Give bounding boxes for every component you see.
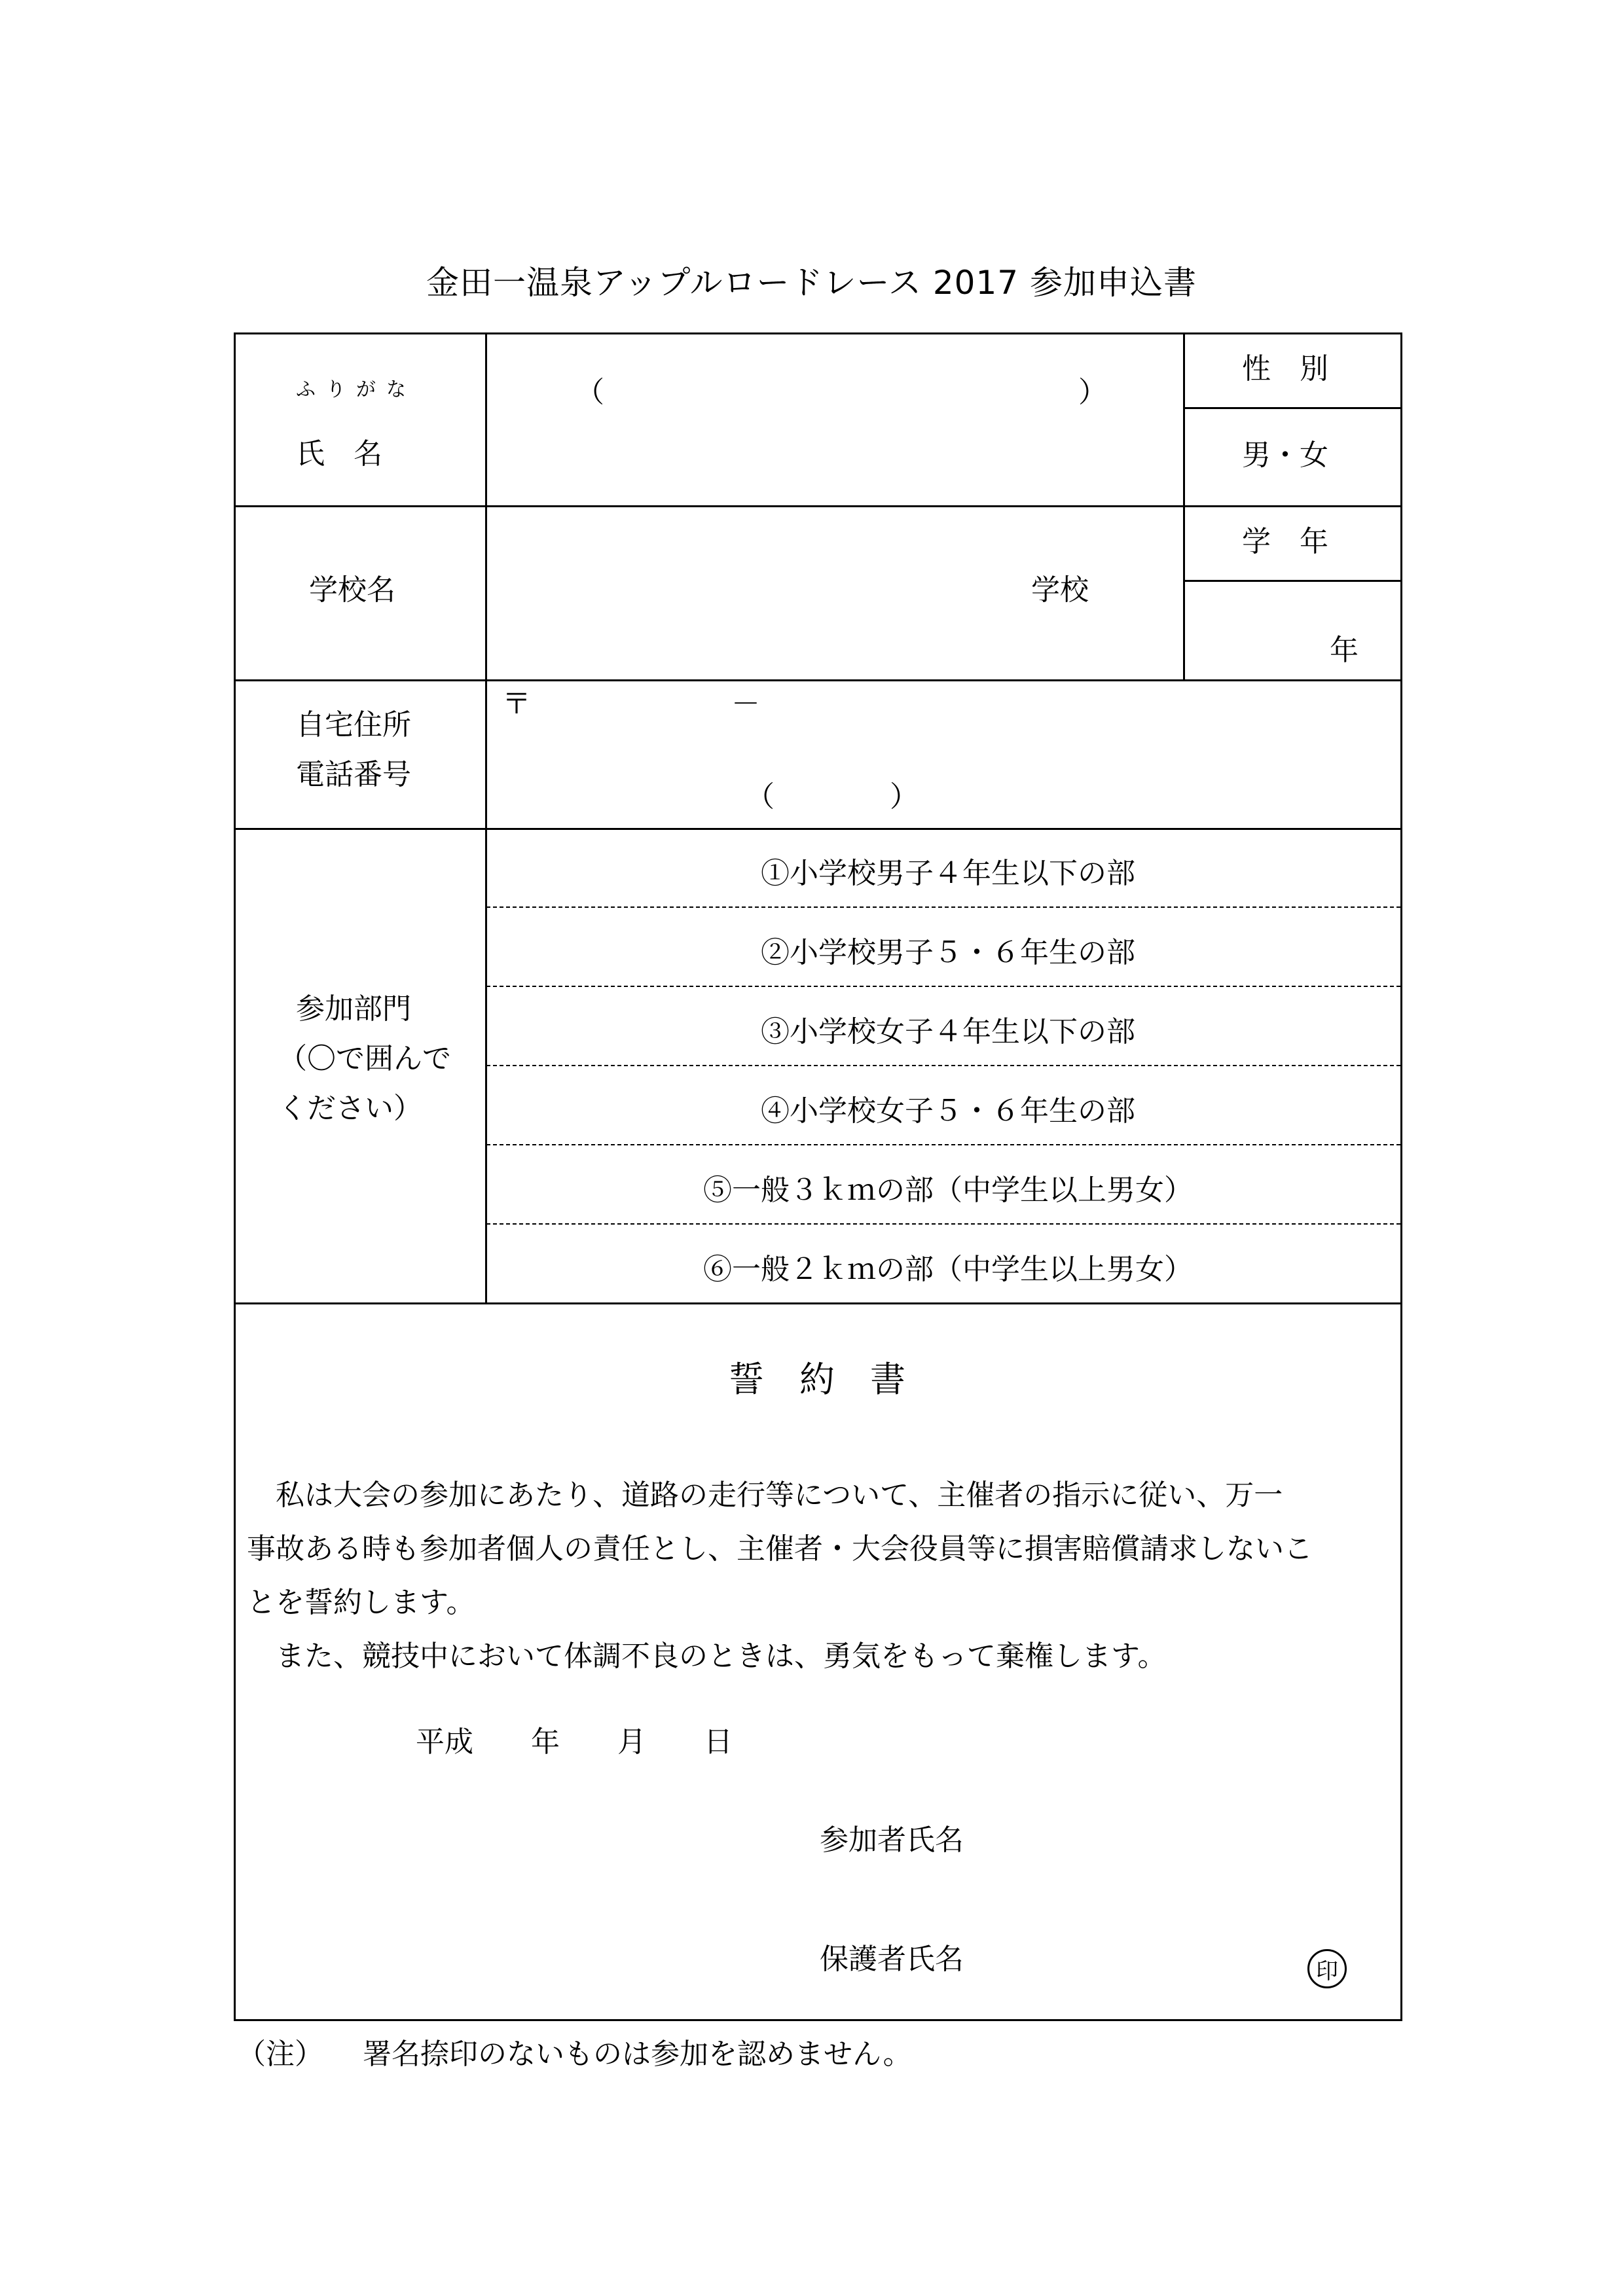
gender-options: 男・女	[1242, 439, 1328, 472]
phone-parentheses: （ ）	[746, 780, 919, 814]
furigana-open-paren: （	[575, 376, 604, 409]
furigana-close-paren: ）	[1078, 376, 1107, 409]
division-label: 参加部門	[296, 992, 411, 1026]
category-option[interactable]: ④小学校女子５・６年生の部	[761, 1094, 1135, 1128]
frame-right	[1400, 332, 1402, 2021]
gender-divider	[1183, 407, 1402, 409]
frame-bottom	[234, 2019, 1402, 2021]
application-form	[234, 332, 1400, 2021]
school-label: 学校名	[309, 573, 395, 607]
row-divider	[234, 505, 1402, 507]
category-divider	[486, 1065, 1400, 1066]
pledge-line: とを誓約します。	[247, 1586, 475, 1619]
pledge-line: 事故ある時も参加者個人の責任とし、主催者・大会役員等に損害賠償請求しないこ	[247, 1532, 1313, 1566]
pledge-line: また、競技中において体調不良のときは、勇気をもって棄権します。	[247, 1640, 1167, 1673]
label-column-divider	[485, 332, 487, 1304]
category-option[interactable]: ⑥一般２ｋｍの部（中学生以上男女）	[703, 1253, 1193, 1286]
row-divider	[234, 1302, 1402, 1304]
seal-icon: 印	[1307, 1949, 1347, 1988]
grade-suffix: 年	[1330, 634, 1359, 667]
category-option[interactable]: ②小学校男子５・６年生の部	[761, 936, 1135, 969]
postal-mark: 〒	[502, 687, 531, 721]
category-divider	[486, 1144, 1400, 1145]
category-option[interactable]: ③小学校女子４年生以下の部	[761, 1015, 1135, 1049]
form-title: 金田一温泉アップルロードレース 2017 参加申込書	[426, 264, 1197, 302]
furigana-label: ふりがな	[296, 378, 416, 401]
pledge-heading: 誓 約 書	[729, 1359, 905, 1400]
division-instruction: （〇で囲んで	[278, 1042, 451, 1075]
phone-label: 電話番号	[296, 758, 411, 791]
guardian-name-label: 保護者氏名	[820, 1943, 964, 1976]
address-label: 自宅住所	[296, 708, 411, 742]
grade-label: 学 年	[1242, 525, 1328, 558]
row-divider	[234, 679, 1402, 681]
division-instruction: ください）	[278, 1092, 422, 1125]
note-text: 署名捺印のないものは参加を認めません。	[363, 2037, 912, 2071]
name-label: 氏 名	[296, 437, 382, 471]
gender-label: 性 別	[1242, 352, 1328, 386]
participant-name-label: 参加者氏名	[820, 1823, 964, 1857]
postal-dash: －	[731, 687, 760, 721]
note-prefix: （注）	[237, 2037, 323, 2071]
pledge-line: 私は大会の参加にあたり、道路の走行等について、主催者の指示に従い、万一	[247, 1479, 1283, 1512]
note	[237, 2030, 912, 2072]
category-divider	[486, 986, 1400, 987]
frame-left	[234, 332, 236, 2021]
right-column-divider	[1183, 332, 1185, 681]
school-suffix: 学校	[1031, 573, 1089, 607]
row-divider	[234, 828, 1402, 830]
category-divider	[486, 906, 1400, 908]
grade-divider	[1183, 580, 1402, 582]
frame-top	[234, 332, 1402, 334]
category-option[interactable]: ⑤一般３ｋｍの部（中学生以上男女）	[703, 1174, 1193, 1207]
pledge-date: 平成 年 月 日	[416, 1725, 733, 1759]
pledge-body	[247, 1469, 1393, 1683]
category-option[interactable]: ①小学校男子４年生以下の部	[761, 857, 1135, 890]
category-divider	[486, 1223, 1400, 1225]
